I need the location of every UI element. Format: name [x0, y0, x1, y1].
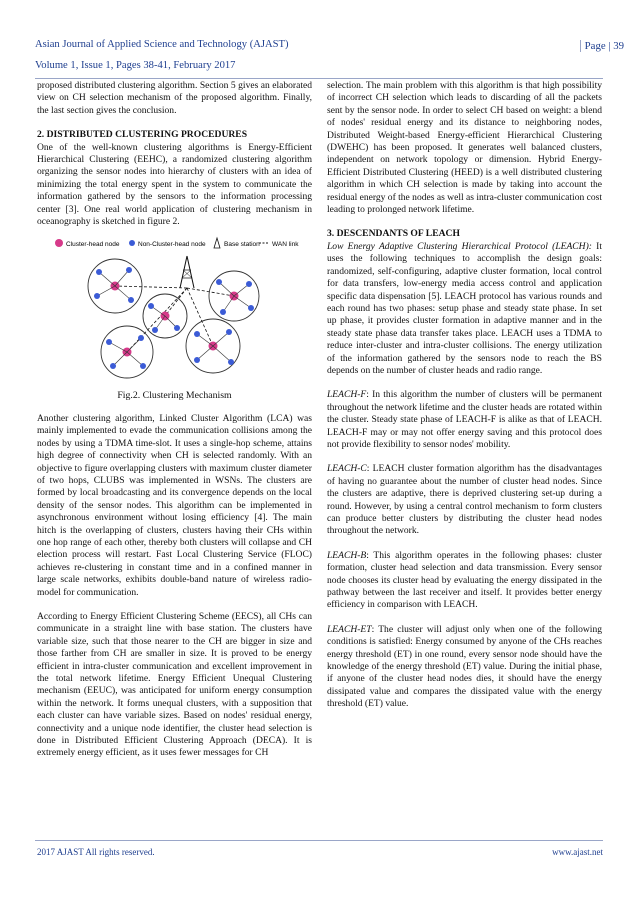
- footer-rule: [35, 840, 603, 841]
- figure-caption: Fig.2. Clustering Mechanism: [117, 390, 232, 402]
- legend-base-station: Base station: [224, 241, 260, 249]
- legend-cluster-head: Cluster-head node: [66, 241, 120, 249]
- leach-b-term: LEACH-B: [327, 549, 367, 561]
- figure-clustering: [37, 234, 312, 386]
- right-para-leach-et: LEACH-ET: The cluster will adjust only when one of the following conditions is satisfied: Energy consumed by anyone of the CHs reaches energy threshold (ET) in one round, every sensor node should have the knowledge of the energy threshold (ET) value. During the initial phase, if anyone of the cluster head nodes dies, it should have the energy dissipated value and compares the dissipated value with the energy threshold (ET) value.: [327, 623, 602, 710]
- right-para-leach-b: LEACH-B: This algorithm operates in the following phases: cluster formation, cluster head selection and data transmission. Every sensor node chooses its cluster head by evaluating the energy dissipated in the pathway between the last receiver and itself. It provides better energy efficiency in comparison with LEACH.: [327, 549, 602, 611]
- legend-tower-icon: [214, 238, 220, 248]
- right-para-leach: Low Energy Adaptive Clustering Hierarchical Protocol (LEACH): It uses the following techniques to accomplish the design goals: randomized, self-configuring, adaptive cluster formation, local control for data transfers, low-energy media access control and application specific data dispensation [5]. LEACH protocol has various rounds and each round has two phases: setup phase and steady state phase. In set up phase, it provides cluster formation in adaptive manner and in the steady state phase data transfer takes place. LEACH uses a TDMA to reduce inter-cluster and intra-cluster collisions. The energy utilization of the information gathered by the sensors node to reach the BS depends on the number of cluster heads and radio range.: [327, 240, 602, 376]
- page-number: Page | 39: [580, 40, 624, 52]
- base-station-icon: [180, 256, 194, 288]
- left-para-2: One of the well-known clustering algorithms is Energy-Efficient Hierarchical Clustering (EEHC), a randomized clustering algorithm organizing the sensor nodes into hierarchy of clusters with an idea of minimizing the total energy spent in the system to communicate the information gathered by the sensors to the information processing center [3]. One real world application of clustering mechanism in oceanography is sketched in figure 2.: [37, 141, 312, 228]
- header-rule: [35, 78, 603, 79]
- clustering-diagram: [37, 234, 312, 386]
- page-footer: [37, 847, 603, 857]
- section-heading-2: 2. DISTRIBUTED CLUSTERING PROCEDURES: [37, 129, 248, 141]
- journal-header: [35, 38, 595, 80]
- right-para-leach-f: LEACH-F: In this algorithm the number of clusters will be permanent throughout the network lifetime and the cluster heads are rotated within the cluster. Steady state phase of LEACH-F is alike as that of LEACH. LEACH-F may or may not offer energy saving and this protocol does not provide flexibility to sensor nodes' mobility.: [327, 389, 602, 450]
- right-column: [327, 80, 602, 711]
- section-heading-3: 3. DESCENDANTS OF LEACH: [327, 228, 460, 240]
- cluster-head-nodes: [111, 282, 239, 357]
- legend-node: Non-Cluster-head node: [138, 241, 206, 249]
- leach-c-term: LEACH-C: [327, 463, 367, 475]
- right-para-1: selection. The main problem with this algorithm is that high possibility of incorrect CH selection which leads to discarding of all the packets sent by the sensor node. In order to select CH based on weight: a blend of nodes' residual energy and its distance to neighboring nodes, Distributed Weight-based Energy-efficient Hierarchical Clustering (DWEHC) has been proposed. It generates well balanced clusters, independent on network topology or dimension. Hybrid Energy-Efficient Distributed Clustering (HEED) is a well distributed clustering algorithm in which CH selection is made by taking into account the residual energy of the nodes as well as intra-cluster communication cost leading to prolonged network lifetime.: [327, 80, 603, 216]
- copyright-text: 2017 AJAST All rights reserved.: [37, 847, 155, 857]
- left-para-3: Another clustering algorithm, Linked Cluster Algorithm (LCA) was mainly implemented to evade the communication collisions among the nodes by using a TDMA time-slot. It uses a single-hop scheme, attains high degree of connectivity when CH is selected randomly. With an objective to figure overlapping clusters with maximum cluster diameter of two hops, CLUBS was implemented in WSNs. The clusters are formed by local broadcasting and its convergence depends on the local density of the sensor nodes. This algorithm can be implemented in asynchronous environment without losing efficiency [4]. The main hitch is the overlapping of clusters, clusters having their CHs within one hop range of each other, thereby both clusters will collapse and CH election process will restart. Fast Local Clustering Service (FLOC) achieves re-clustering in constant time and in a confined manner in large scale networks, exhibits double-band nature of wireless radio-model for communication.: [37, 412, 312, 598]
- leach-term: Low Energy Adaptive Clustering Hierarchical Protocol (LEACH):: [327, 240, 592, 252]
- legend-node-marker: [129, 240, 135, 246]
- website-link[interactable]: www.ajast.net: [552, 847, 603, 857]
- member-links: [97, 270, 251, 366]
- journal-title: Asian Journal of Applied Science and Technology (AJAST): [35, 39, 289, 50]
- left-column: [37, 80, 312, 760]
- right-para-leach-c: LEACH-C: LEACH cluster formation algorithm has the disadvantages of having no guarantee about the number of cluster head nodes. Since the clusters are adaptive, there is deprived clustering set-up during a round. However, by using a central control mechanism to form clusters can produce better clusters by distributing the cluster head nodes throughout the network.: [327, 463, 602, 537]
- legend-cluster-head-marker: [55, 239, 63, 247]
- left-para-4: According to Energy Efficient Clustering Scheme (EECS), all CHs can communicate in a straight line with base station. The clusters have variable size, such that those nearer to the CH are bigger in size and those farther from CH are smaller in size. It is proved to be energy efficient in intra-cluster communication and excellent improvement in the total network lifetime. Energy Efficient Unequal Clustering mechanism (EEUC), was anticipated for uniform energy consumption within the network. It forms unequal clusters, with a supposition that each cluster can have variable sizes. Based on nodes' residual energy, connectivity and a unique node identifier, the cluster head selection is done in Distributed Efficient Clustering Approach (DECA). It is extremely energy efficient, as it uses fewer messages for CH: [37, 610, 312, 759]
- leach-f-term: LEACH-F: [327, 389, 367, 401]
- journal-volume: Volume 1, Issue 1, Pages 38-41, February 2017: [35, 60, 236, 71]
- legend-wan-link: WAN link: [272, 241, 299, 249]
- leach-et-term: LEACH-ET: [327, 623, 372, 635]
- left-para-1: proposed distributed clustering algorithm. Section 5 gives an elaborated view on CH selection mechanism of the proposed algorithm. Finally, the last section gives the conclusion.: [37, 80, 312, 116]
